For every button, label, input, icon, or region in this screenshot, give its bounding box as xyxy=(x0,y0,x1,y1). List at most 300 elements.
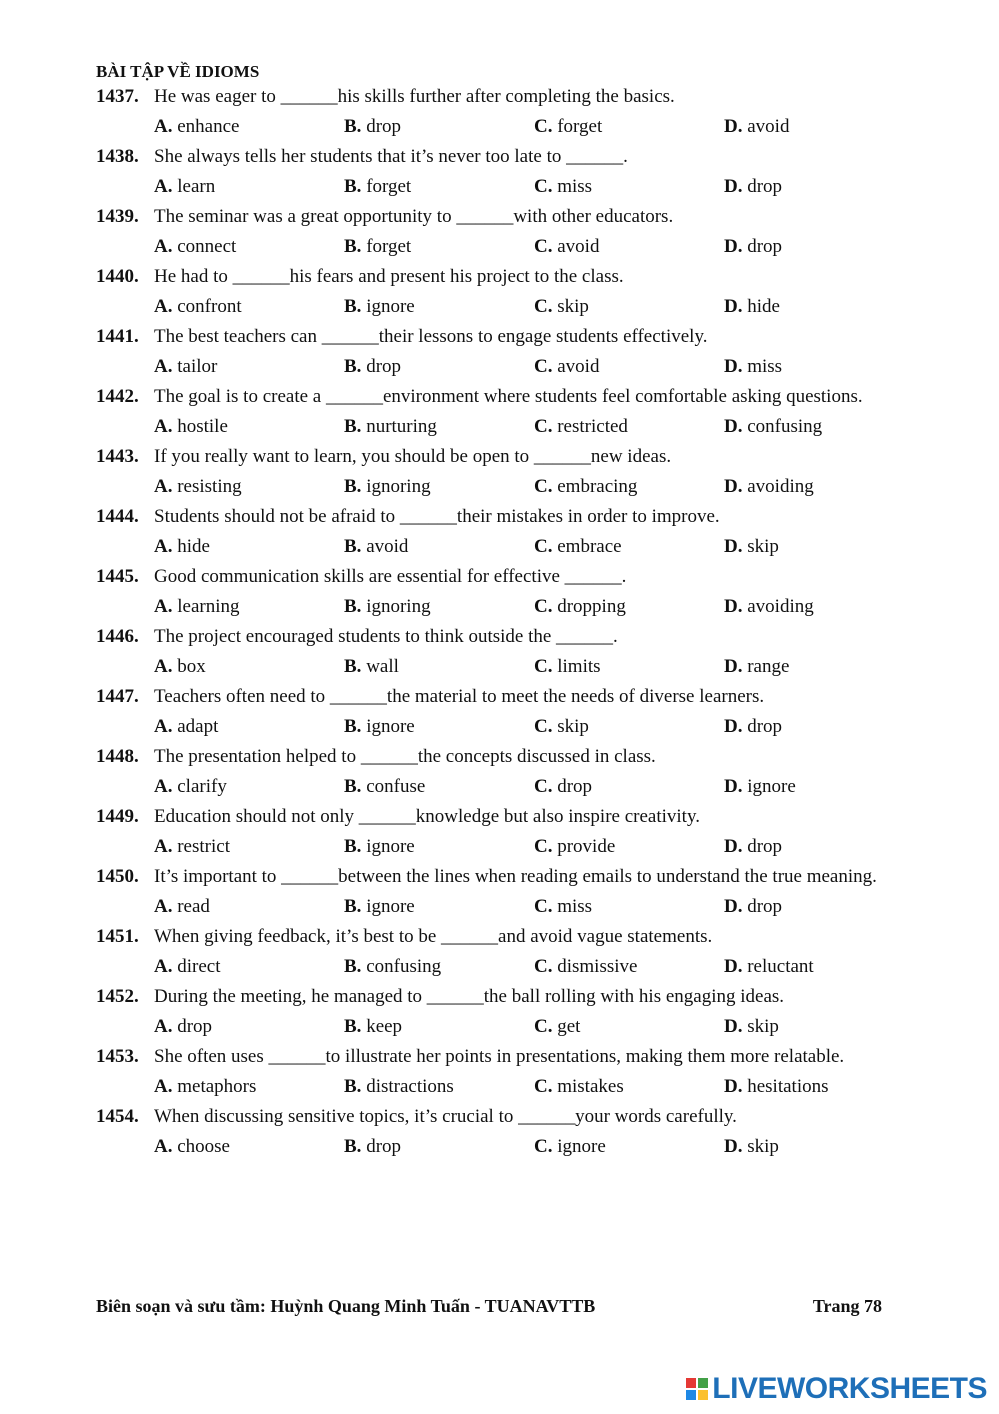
question-text: She always tells her students that it’s never too late to ______. xyxy=(154,146,628,167)
option-text: skip xyxy=(557,716,589,737)
option-letter: B. xyxy=(344,176,362,197)
option-text: avoid xyxy=(747,116,790,137)
option-text: confuse xyxy=(366,776,426,797)
option-letter: A. xyxy=(154,176,173,197)
answer-option[interactable] xyxy=(534,412,724,442)
answer-option[interactable] xyxy=(534,472,724,502)
option-text: hesitations xyxy=(747,1076,829,1097)
option-letter: A. xyxy=(154,416,173,437)
answer-option[interactable] xyxy=(154,712,344,742)
question-line xyxy=(96,442,916,472)
option-text: box xyxy=(177,656,206,677)
question-text: Good communication skills are essential for effective ______. xyxy=(154,566,627,587)
question-text: The seminar was a great opportunity to ______with other educators. xyxy=(154,206,674,227)
question-line xyxy=(96,382,916,412)
question-number: 1445. xyxy=(96,566,139,587)
option-letter: D. xyxy=(724,116,743,137)
question-text: Teachers often need to ______the material to meet the needs of diverse learners. xyxy=(154,686,765,707)
option-letter: A. xyxy=(154,1016,173,1037)
option-letter: A. xyxy=(154,596,173,617)
answer-option[interactable] xyxy=(724,952,914,982)
answer-option[interactable] xyxy=(344,112,534,142)
answer-option[interactable] xyxy=(724,1012,914,1042)
answer-options xyxy=(96,892,916,922)
answer-option[interactable] xyxy=(344,712,534,742)
option-letter: B. xyxy=(344,896,362,917)
question-number: 1439. xyxy=(96,206,139,227)
question xyxy=(96,82,916,142)
answer-option[interactable] xyxy=(344,592,534,622)
option-letter: B. xyxy=(344,356,362,377)
answer-option[interactable] xyxy=(344,892,534,922)
option-letter: C. xyxy=(534,1136,553,1157)
option-letter: A. xyxy=(154,776,173,797)
option-text: ignore xyxy=(366,896,415,917)
question xyxy=(96,322,916,382)
option-letter: B. xyxy=(344,836,362,857)
option-letter: A. xyxy=(154,236,173,257)
option-letter: D. xyxy=(724,416,743,437)
option-text: hide xyxy=(177,536,210,557)
option-letter: D. xyxy=(724,536,743,557)
option-letter: A. xyxy=(154,896,173,917)
option-text: provide xyxy=(557,836,616,857)
option-text: resisting xyxy=(177,476,242,497)
answer-option[interactable] xyxy=(154,1012,344,1042)
option-letter: D. xyxy=(724,1136,743,1157)
option-letter: B. xyxy=(344,776,362,797)
option-letter: D. xyxy=(724,236,743,257)
answer-option[interactable] xyxy=(724,532,914,562)
option-text: drop xyxy=(366,356,402,377)
answer-option[interactable] xyxy=(344,412,534,442)
question-line xyxy=(96,502,916,532)
question-number: 1442. xyxy=(96,386,139,407)
question xyxy=(96,682,916,742)
question-text: She often uses ______to illustrate her points in presentations, making them more relatable. xyxy=(154,1046,845,1067)
option-letter: B. xyxy=(344,1136,362,1157)
answer-option[interactable] xyxy=(534,1012,724,1042)
answer-option[interactable] xyxy=(724,592,914,622)
option-text: ignore xyxy=(366,836,415,857)
option-letter: D. xyxy=(724,1016,743,1037)
answer-option[interactable] xyxy=(154,832,344,862)
answer-option[interactable] xyxy=(154,952,344,982)
question xyxy=(96,982,916,1042)
answer-option[interactable] xyxy=(534,532,724,562)
question xyxy=(96,862,916,922)
option-letter: C. xyxy=(534,956,553,977)
option-text: drop xyxy=(366,116,402,137)
option-letter: D. xyxy=(724,836,743,857)
question-number: 1438. xyxy=(96,146,139,167)
option-letter: D. xyxy=(724,356,743,377)
answer-option[interactable] xyxy=(534,1132,724,1162)
question-line xyxy=(96,82,916,112)
option-text: avoiding xyxy=(747,596,814,617)
answer-options xyxy=(96,832,916,862)
question-line xyxy=(96,982,916,1012)
question-line xyxy=(96,682,916,712)
answer-option[interactable] xyxy=(724,892,914,922)
option-text: learn xyxy=(177,176,216,197)
question xyxy=(96,622,916,682)
answer-option[interactable] xyxy=(724,772,914,802)
option-letter: B. xyxy=(344,116,362,137)
answer-option[interactable] xyxy=(154,1132,344,1162)
question-text: If you really want to learn, you should be open to ______new ideas. xyxy=(154,446,672,467)
option-letter: B. xyxy=(344,1076,362,1097)
option-letter: A. xyxy=(154,716,173,737)
option-letter: B. xyxy=(344,296,362,317)
option-letter: B. xyxy=(344,596,362,617)
answer-option[interactable] xyxy=(344,472,534,502)
answer-option[interactable] xyxy=(154,592,344,622)
question-text: He had to ______his fears and present his project to the class. xyxy=(154,266,624,287)
answer-option[interactable] xyxy=(344,532,534,562)
liveworksheets-icon xyxy=(686,1378,708,1400)
answer-option[interactable] xyxy=(154,232,344,262)
option-text: drop xyxy=(747,716,783,737)
option-text: distractions xyxy=(366,1076,454,1097)
answer-option[interactable] xyxy=(344,1072,534,1102)
option-text: adapt xyxy=(177,716,219,737)
option-text: drop xyxy=(366,1136,402,1157)
option-text: avoid xyxy=(557,356,600,377)
option-text: avoid xyxy=(557,236,600,257)
option-text: avoiding xyxy=(747,476,814,497)
question-number: 1446. xyxy=(96,626,139,647)
answer-option[interactable] xyxy=(154,472,344,502)
answer-options xyxy=(96,532,916,562)
answer-option[interactable] xyxy=(534,592,724,622)
option-text: tailor xyxy=(177,356,218,377)
question xyxy=(96,742,916,802)
answer-option[interactable] xyxy=(724,412,914,442)
option-text: forget xyxy=(366,236,412,257)
question-number: 1453. xyxy=(96,1046,139,1067)
question xyxy=(96,802,916,862)
option-text: drop xyxy=(747,236,783,257)
answer-option[interactable] xyxy=(724,712,914,742)
option-letter: C. xyxy=(534,356,553,377)
answer-option[interactable] xyxy=(724,292,914,322)
question-text: When giving feedback, it’s best to be ______and avoid vague statements. xyxy=(154,926,713,947)
option-letter: A. xyxy=(154,1136,173,1157)
option-text: confusing xyxy=(747,416,823,437)
answer-options xyxy=(96,952,916,982)
answer-option[interactable] xyxy=(534,232,724,262)
worksheet xyxy=(96,62,916,1162)
option-letter: C. xyxy=(534,476,553,497)
answer-option[interactable] xyxy=(154,532,344,562)
question-number: 1454. xyxy=(96,1106,139,1127)
option-text: nurturing xyxy=(366,416,437,437)
logo-text: LIVEWORKSHEETS xyxy=(712,1372,987,1405)
option-letter: B. xyxy=(344,956,362,977)
answer-options xyxy=(96,1072,916,1102)
question-text: It’s important to ______between the lines when reading emails to understand the true meaning. xyxy=(154,866,877,887)
answer-option[interactable] xyxy=(154,112,344,142)
question-text: When discussing sensitive topics, it’s crucial to ______your words carefully. xyxy=(154,1106,737,1127)
question-line xyxy=(96,262,916,292)
answer-options xyxy=(96,712,916,742)
question-number: 1449. xyxy=(96,806,139,827)
option-text: range xyxy=(747,656,790,677)
question-number: 1452. xyxy=(96,986,139,1007)
question-line xyxy=(96,202,916,232)
answer-option[interactable] xyxy=(724,112,914,142)
answer-option[interactable] xyxy=(344,292,534,322)
option-letter: A. xyxy=(154,656,173,677)
option-text: learning xyxy=(177,596,240,617)
answer-option[interactable] xyxy=(724,352,914,382)
footer-author: Biên soạn và sưu tầm: Huỳnh Quang Minh Tuấn - TUANAVTTB xyxy=(96,1296,596,1316)
answer-option[interactable] xyxy=(534,172,724,202)
option-letter: C. xyxy=(534,716,553,737)
question xyxy=(96,1102,916,1162)
option-text: embracing xyxy=(557,476,638,497)
option-text: enhance xyxy=(177,116,240,137)
question-number: 1444. xyxy=(96,506,139,527)
option-letter: A. xyxy=(154,296,173,317)
answer-option[interactable] xyxy=(724,652,914,682)
answer-option[interactable] xyxy=(344,952,534,982)
question-text: Students should not be afraid to ______their mistakes in order to improve. xyxy=(154,506,720,527)
answer-option[interactable] xyxy=(724,232,914,262)
answer-option[interactable] xyxy=(534,712,724,742)
question-text: Education should not only ______knowledge but also inspire creativity. xyxy=(154,806,700,827)
answer-option[interactable] xyxy=(344,352,534,382)
option-text: restrict xyxy=(177,836,230,857)
question-number: 1448. xyxy=(96,746,139,767)
option-letter: B. xyxy=(344,536,362,557)
option-text: miss xyxy=(557,896,593,917)
option-letter: D. xyxy=(724,176,743,197)
question-line xyxy=(96,1042,916,1072)
question-list xyxy=(96,82,916,1162)
option-letter: C. xyxy=(534,416,553,437)
answer-option[interactable] xyxy=(154,292,344,322)
worksheet-title: BÀI TẬP VỀ IDIOMS xyxy=(96,62,260,81)
option-text: drop xyxy=(747,896,783,917)
question xyxy=(96,562,916,622)
answer-option[interactable] xyxy=(534,652,724,682)
option-letter: B. xyxy=(344,716,362,737)
option-letter: D. xyxy=(724,1076,743,1097)
option-letter: C. xyxy=(534,536,553,557)
option-text: drop xyxy=(747,176,783,197)
option-letter: A. xyxy=(154,476,173,497)
answer-option[interactable] xyxy=(724,472,914,502)
question xyxy=(96,502,916,562)
answer-option[interactable] xyxy=(534,352,724,382)
option-text: ignoring xyxy=(366,476,431,497)
footer-page-number: Trang 78 xyxy=(812,1296,882,1316)
option-text: read xyxy=(177,896,210,917)
option-letter: C. xyxy=(534,656,553,677)
option-text: hide xyxy=(747,296,780,317)
option-text: choose xyxy=(177,1136,230,1157)
answer-options xyxy=(96,592,916,622)
option-text: clarify xyxy=(177,776,227,797)
answer-option[interactable] xyxy=(344,772,534,802)
question-number: 1443. xyxy=(96,446,139,467)
option-letter: C. xyxy=(534,1016,553,1037)
question xyxy=(96,382,916,442)
question-number: 1450. xyxy=(96,866,139,887)
answer-option[interactable] xyxy=(344,1132,534,1162)
question-number: 1440. xyxy=(96,266,139,287)
option-letter: A. xyxy=(154,356,173,377)
answer-option[interactable] xyxy=(154,772,344,802)
answer-option[interactable] xyxy=(344,172,534,202)
question-line xyxy=(96,622,916,652)
option-text: restricted xyxy=(557,416,628,437)
option-text: skip xyxy=(747,1136,779,1157)
option-text: connect xyxy=(177,236,237,257)
question xyxy=(96,262,916,322)
option-letter: A. xyxy=(154,536,173,557)
option-text: ignore xyxy=(366,716,415,737)
question-text: The best teachers can ______their lessons to engage students effectively. xyxy=(154,326,708,347)
option-letter: C. xyxy=(534,776,553,797)
answer-options xyxy=(96,652,916,682)
question-line xyxy=(96,802,916,832)
option-text: limits xyxy=(557,656,601,677)
option-letter: D. xyxy=(724,656,743,677)
answer-option[interactable] xyxy=(534,292,724,322)
option-text: reluctant xyxy=(747,956,814,977)
option-letter: D. xyxy=(724,776,743,797)
option-letter: D. xyxy=(724,716,743,737)
answer-option[interactable] xyxy=(154,1072,344,1102)
answer-option[interactable] xyxy=(534,832,724,862)
option-text: hostile xyxy=(177,416,228,437)
option-text: mistakes xyxy=(557,1076,624,1097)
option-text: dismissive xyxy=(557,956,638,977)
option-text: ignore xyxy=(747,776,796,797)
answer-option[interactable] xyxy=(344,832,534,862)
answer-options xyxy=(96,1012,916,1042)
option-text: ignoring xyxy=(366,596,431,617)
answer-options xyxy=(96,1132,916,1162)
answer-options xyxy=(96,352,916,382)
answer-option[interactable] xyxy=(534,1072,724,1102)
option-text: drop xyxy=(747,836,783,857)
option-text: ignore xyxy=(557,1136,606,1157)
option-letter: B. xyxy=(344,236,362,257)
option-letter: D. xyxy=(724,896,743,917)
option-text: forget xyxy=(557,116,603,137)
option-letter: D. xyxy=(724,476,743,497)
option-letter: C. xyxy=(534,896,553,917)
question-line xyxy=(96,862,916,892)
option-letter: A. xyxy=(154,1076,173,1097)
option-text: drop xyxy=(557,776,593,797)
question xyxy=(96,442,916,502)
option-letter: C. xyxy=(534,836,553,857)
answer-options xyxy=(96,172,916,202)
answer-option[interactable] xyxy=(724,1132,914,1162)
option-text: miss xyxy=(557,176,593,197)
answer-option[interactable] xyxy=(154,652,344,682)
liveworksheets-logo[interactable] xyxy=(686,1372,987,1406)
option-letter: C. xyxy=(534,236,553,257)
option-text: ignore xyxy=(366,296,415,317)
answer-option[interactable] xyxy=(724,1072,914,1102)
answer-option[interactable] xyxy=(344,652,534,682)
option-letter: A. xyxy=(154,116,173,137)
question-line xyxy=(96,1102,916,1132)
question-text: During the meeting, he managed to ______the ball rolling with his engaging ideas. xyxy=(154,986,785,1007)
answer-option[interactable] xyxy=(534,892,724,922)
question-line xyxy=(96,922,916,952)
option-text: embrace xyxy=(557,536,622,557)
option-text: confront xyxy=(177,296,242,317)
answer-option[interactable] xyxy=(534,772,724,802)
question xyxy=(96,1042,916,1102)
answer-option[interactable] xyxy=(154,352,344,382)
answer-options xyxy=(96,292,916,322)
answer-option[interactable] xyxy=(154,412,344,442)
answer-option[interactable] xyxy=(534,112,724,142)
answer-option[interactable] xyxy=(724,172,914,202)
option-text: forget xyxy=(366,176,412,197)
answer-options xyxy=(96,112,916,142)
option-letter: C. xyxy=(534,1076,553,1097)
answer-option[interactable] xyxy=(534,952,724,982)
answer-options xyxy=(96,412,916,442)
answer-option[interactable] xyxy=(154,172,344,202)
option-text: avoid xyxy=(366,536,409,557)
option-text: metaphors xyxy=(177,1076,257,1097)
answer-option[interactable] xyxy=(724,832,914,862)
option-letter: D. xyxy=(724,596,743,617)
option-letter: A. xyxy=(154,956,173,977)
question-line xyxy=(96,142,916,172)
question xyxy=(96,922,916,982)
option-letter: D. xyxy=(724,296,743,317)
option-text: dropping xyxy=(557,596,626,617)
option-letter: B. xyxy=(344,1016,362,1037)
option-text: wall xyxy=(366,656,399,677)
option-letter: B. xyxy=(344,656,362,677)
question-number: 1447. xyxy=(96,686,139,707)
option-letter: C. xyxy=(534,296,553,317)
question-line xyxy=(96,562,916,592)
option-text: confusing xyxy=(366,956,442,977)
option-letter: D. xyxy=(724,956,743,977)
question-number: 1441. xyxy=(96,326,139,347)
option-text: keep xyxy=(366,1016,403,1037)
answer-option[interactable] xyxy=(344,232,534,262)
question-text: The goal is to create a ______environment where students feel comfortable asking questions. xyxy=(154,386,863,407)
option-letter: C. xyxy=(534,116,553,137)
question-number: 1451. xyxy=(96,926,139,947)
option-letter: B. xyxy=(344,416,362,437)
option-letter: A. xyxy=(154,836,173,857)
option-letter: B. xyxy=(344,476,362,497)
answer-option[interactable] xyxy=(344,1012,534,1042)
option-letter: C. xyxy=(534,596,553,617)
option-text: skip xyxy=(747,536,779,557)
answer-option[interactable] xyxy=(154,892,344,922)
question-text: The project encouraged students to think outside the ______. xyxy=(154,626,618,647)
answer-options xyxy=(96,772,916,802)
option-text: skip xyxy=(557,296,589,317)
option-text: direct xyxy=(177,956,221,977)
